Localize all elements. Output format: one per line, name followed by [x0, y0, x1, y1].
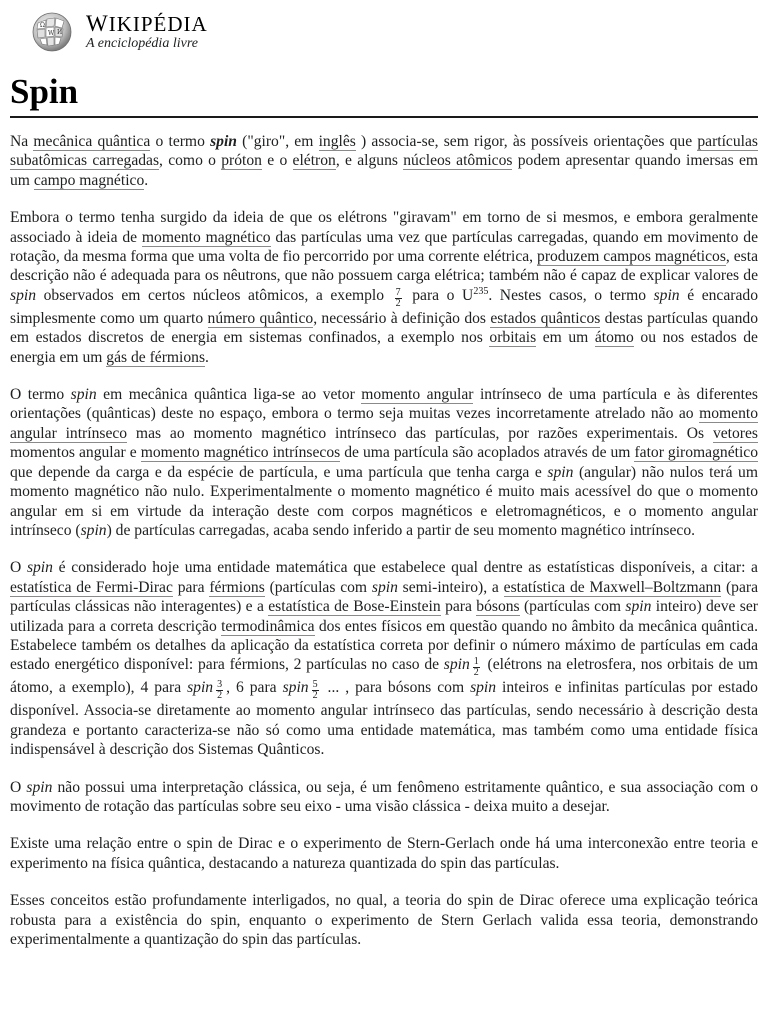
term-spin: spin: [10, 286, 36, 304]
site-brand: [86, 10, 208, 52]
term-spin: spin: [80, 521, 107, 539]
link-fermions[interactable]: férmions: [209, 578, 265, 596]
text: Embora o termo tenha surgido da ideia de que os elétrons "giravam" em torno de si mesmos, e embora geralmente associado à ideia de: [10, 209, 758, 246]
term-spin: spin: [547, 463, 574, 481]
link-ingles[interactable]: inglês: [318, 133, 356, 150]
text: , necessário à definição dos: [313, 309, 491, 327]
link-fator-giromagnetico[interactable]: fator giromagnético: [634, 444, 758, 462]
term-spin: spin: [625, 598, 652, 616]
page-title: Spin: [10, 72, 79, 111]
text: (angular) não nulos terá um momento magnético não nulo. Experimentalmente o momento magnético é muito mais acessível do que o momento angular em si em virtude da interação deste com corpos magnéticos e eletromagnéticos, e o momento angular intrínseco (: [10, 463, 758, 539]
fraction-numerator: 3: [217, 679, 223, 691]
link-estatistica-maxwell-boltzmann[interactable]: estatística de Maxwell–Boltzmann: [503, 578, 722, 596]
link-momento-magnetico[interactable]: momento magnético: [141, 228, 271, 246]
text: inteiro) deve ser utilizada para a correta descrição: [10, 598, 758, 635]
link-estados-quanticos[interactable]: estados quânticos: [490, 309, 601, 327]
title-bar: [10, 70, 758, 118]
text: .: [205, 348, 209, 366]
svg-text:Ω: Ω: [40, 22, 45, 29]
paragraph-4: [10, 558, 758, 759]
link-bosons[interactable]: bósons: [476, 598, 520, 616]
link-estatistica-bose-einstein[interactable]: estatística de Bose-Einstein: [268, 598, 441, 616]
wordmark-rest: IKIPÉDIA: [108, 11, 208, 36]
term-spin: spin: [210, 133, 237, 150]
text: ) de partículas carregadas, acaba sendo inferido a partir de seu momento magnético intrínseco.: [106, 521, 696, 539]
paragraph-1: [10, 132, 758, 190]
link-termodinamica[interactable]: termodinâmica: [221, 617, 315, 635]
text: semi-inteiro), a: [397, 578, 504, 596]
text: (partículas com: [264, 578, 372, 596]
link-atomo[interactable]: átomo: [594, 329, 634, 347]
site-tagline: A enciclopédia livre: [86, 35, 198, 51]
term-spin: spin: [371, 578, 398, 596]
text: destas partículas quando em estados discretos de energia em sistemas confinados, a exemplo nos: [10, 309, 758, 347]
fraction-numerator: 7: [395, 286, 401, 298]
text: observados em certos núcleos atômicos, a exemplo: [36, 286, 392, 304]
link-produzem-campos-magneticos[interactable]: produzem campos magnéticos: [537, 248, 726, 266]
text: O termo: [10, 386, 71, 404]
fraction-numerator: 1: [473, 656, 479, 668]
link-proton[interactable]: próton: [221, 152, 262, 170]
text: (para partículas clássicas não interagentes) e a: [10, 578, 758, 616]
term-spin: spin: [187, 679, 214, 697]
fraction-numerator: 5: [312, 679, 318, 691]
text: , 6 para: [226, 679, 283, 697]
link-campo-magnetico[interactable]: campo magnético: [33, 171, 145, 189]
term-spin: spin: [443, 656, 470, 674]
link-momento-magnetico-intrinsecos[interactable]: momento magnético intrínsecos: [140, 444, 341, 462]
text: é considerado hoje uma entidade matemática que estabelece qual dentre as estatísticas disponíveis, a citar: a: [52, 559, 758, 577]
text: , e alguns: [335, 152, 404, 170]
text: ou nos estados de energia em um: [10, 329, 758, 366]
link-numero-quantico[interactable]: número quântico: [207, 309, 314, 327]
article-body: [10, 132, 758, 967]
text: ) associa-se, sem rigor, às possíveis orientações que: [355, 133, 698, 150]
site-header: [28, 10, 208, 54]
text: em um: [536, 329, 595, 347]
svg-text:W: W: [48, 30, 55, 37]
text: (elétrons na eletrosfera, nos orbitais de um átomo, a exemplo), 4 para: [10, 656, 758, 697]
svg-text:И: И: [57, 29, 63, 36]
fraction-denominator: 2: [217, 690, 223, 702]
text: , esta descrição não é adequada para os nêutrons, que não possuem carga elétrica; também não é capaz de explicar valores de: [10, 248, 758, 285]
paragraph-2: [10, 208, 758, 367]
text: ... , para bósons com: [321, 679, 471, 697]
term-spin: spin: [470, 679, 497, 697]
link-gas-de-fermions[interactable]: gás de férmions: [106, 348, 206, 366]
fraction-1-2: [473, 657, 480, 678]
text: , como o: [159, 152, 222, 170]
text: para: [440, 598, 477, 616]
term-spin: spin: [26, 778, 53, 796]
text: o termo: [150, 133, 211, 150]
paragraph-6: Existe uma relação entre o spin de Dirac e o experimento de Stern-Gerlach onde há uma interconexão entre teoria e experimento na física quântica, destacando a natureza quantizada do spin das partículas.: [10, 835, 758, 872]
fraction-denominator: 2: [473, 667, 479, 679]
link-nucleos-atomicos[interactable]: núcleos atômicos: [403, 152, 513, 170]
link-particulas-subatomicas[interactable]: partículas subatômicas carregadas: [10, 133, 758, 170]
text: é encarado simplesmente como um quarto: [10, 286, 758, 327]
text: (partículas com: [519, 598, 626, 616]
wikipedia-globe-icon[interactable]: [28, 11, 76, 53]
link-momento-angular[interactable]: momento angular: [361, 386, 474, 404]
text: das partículas uma vez que partículas carregadas, quando em movimento de rotação, da mesma forma que uma volta de fio percorrido por uma corrente elétrica,: [10, 228, 758, 266]
term-spin: spin: [26, 559, 53, 577]
link-momento-angular-intrinseco[interactable]: momento angular intrínseco: [10, 405, 758, 442]
term-spin: spin: [70, 386, 97, 404]
term-spin: spin: [282, 679, 309, 697]
isotope-superscript: 235: [473, 285, 489, 297]
paragraph-5: [10, 778, 758, 817]
text: para: [172, 578, 210, 596]
link-estatistica-fermi-dirac[interactable]: estatística de Fermi-Dirac: [10, 578, 173, 596]
text: intrínseco de uma partícula e às diferentes orientações (quânticas) deste no espaço, embora o termo seja muitas vezes incorretamente atrelado não ao: [10, 386, 758, 423]
link-orbitais[interactable]: orbitais: [489, 329, 537, 347]
fraction-denominator: 2: [312, 690, 318, 702]
paragraph-3: [10, 385, 758, 540]
text: .: [144, 171, 149, 189]
text: O: [10, 778, 27, 796]
text: mas ao momento magnético intrínseco das partículas, por razões experimentais. Os: [127, 424, 713, 442]
text: e o: [261, 152, 293, 170]
text: . Nestes casos, o termo: [488, 286, 654, 304]
text: de uma partícula são acoplados através de um: [340, 444, 635, 462]
text: ("giro", em: [236, 133, 319, 150]
link-eletron[interactable]: elétron: [292, 152, 336, 170]
text: Na: [10, 133, 34, 150]
text: podem apresentar quando imersas em um: [10, 152, 758, 189]
text: O: [10, 559, 27, 577]
wordmark-initial: W: [86, 10, 109, 36]
link-vetores[interactable]: vetores: [712, 424, 758, 442]
text: momentos angular e: [10, 444, 141, 462]
text: em mecânica quântica liga-se ao vetor: [96, 386, 362, 404]
fraction-7-2: [395, 288, 402, 309]
link-mecanica-quantica[interactable]: mecânica quântica: [33, 133, 151, 150]
site-wordmark[interactable]: [86, 10, 208, 36]
fraction-3-2: [216, 680, 223, 701]
fraction-5-2: [312, 680, 319, 701]
text: que depende da carga e da espécie de partícula, e uma partícula que tenha carga e: [10, 463, 548, 481]
text: inteiros e infinitas partículas por estado disponível. Associa-se diretamente ao momento angular intrínseco das partículas, sendo necessário à descrição desta grandeza e portanto caracteriza-se não só como uma entidade matemática, mas também como uma entidade física indispensável à descrição dos Sistemas Quânticos.: [10, 679, 758, 759]
term-spin: spin: [653, 286, 680, 304]
text: não possui uma interpretação clássica, ou seja, é um fenômeno estritamente quântico, e sua associação com o movimento de rotação das partículas sobre seu eixo - uma visão clássica - deixa muito a desejar.: [10, 778, 758, 815]
text: para o U: [404, 286, 474, 304]
fraction-denominator: 2: [395, 297, 401, 309]
paragraph-7: Esses conceitos estão profundamente interligados, no qual, a teoria do spin de Dirac oferece uma explicação teórica robusta para a existência do spin, enquanto o experimento de Stern Gerlach valida essa teoria, demonstrando experimentalmente a quantização do spin das partículas.: [10, 892, 758, 948]
text: dos entes físicos em questão quando no âmbito da mecânica quântica. Estabelece também os detalhes da aplicação da estatística correta por definir o número máximo de partículas em cada estado energético disponível: para férmions, 2 partículas no caso de: [10, 617, 759, 674]
